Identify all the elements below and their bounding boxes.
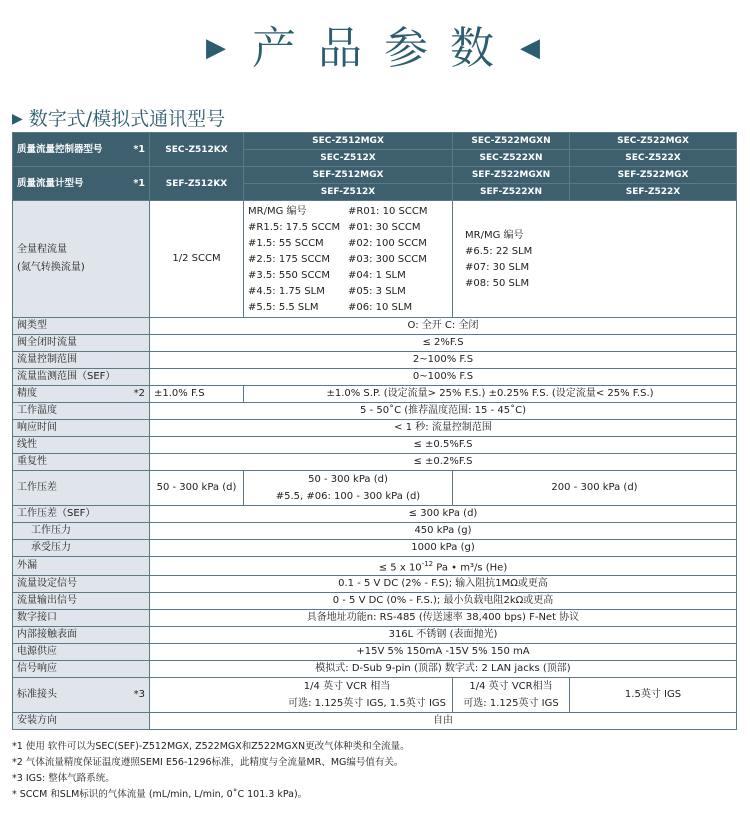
full-scale-label-1: 全量程流量 [17,244,67,255]
row-label: 承受压力 [31,542,71,553]
model-mg: SEC-Z512MGX [244,133,453,150]
row-value: < 1 秒: 流量控制范围 [150,420,737,437]
spec-row-control-range [13,352,737,369]
fitting-mg-2: 可选: 1.125英寸 IGS, 1.5英寸 IGS [288,697,446,709]
range-item: MR/MG 编号 [248,205,307,217]
footnote: * SCCM 和SLM标识的气体流量 (mL/min, L/min, 0˚C 101.3 kPa)。 [12,789,308,800]
range-item: MR/MG 编号 [465,229,524,241]
full-scale-row [13,201,737,318]
spec-row-proof-pressure [13,540,737,557]
diff-pressure-mg-2: #5.5, #06: 100 - 300 kPa (d) [275,490,421,502]
row-label-cell [13,386,150,403]
fitting-mgx: 1.5英寸 IGS [570,678,737,713]
full-scale-label-2: (氮气转换流量) [17,262,85,273]
controller-note: *1 [133,143,145,155]
controller-label: 质量流量控制器型号 [17,143,103,155]
row-label: 数字接口 [13,610,150,627]
spec-row-wetted [13,627,737,644]
row-label: 工作压差（SEF） [13,506,150,523]
range-item: #R01: 10 SCCM [348,205,428,217]
row-value: 0.1 - 5 V DC (2% - F.S); 输入阻抗1MΩ或更高 [150,576,737,593]
spec-row-leak [13,557,737,576]
fitting-mgxn-1: 1/4 英寸 VCR相当 [469,680,553,692]
row-value: 0~100% F.S [150,369,737,386]
triangle-right-icon: ▶ [206,32,231,63]
row-label: 阀类型 [13,318,150,335]
diff-pressure-z522: 200 - 300 kPa (d) [453,471,737,506]
spec-row-accuracy [13,386,737,403]
spec-row-diff-pressure [13,471,737,506]
row-label-cell [13,523,150,540]
range-item: #04: 1 SLM [348,269,406,281]
fitting-mg-1: 1/4 英寸 VCR 相当 [303,680,391,692]
meter-model-z522x: SEF-Z522X [570,184,737,201]
row-value: 450 kPa (g) [150,523,737,540]
model-z522xn: SEC-Z522XN [453,150,570,167]
triangle-left-icon: ◀ [519,32,544,63]
model-z522x: SEC-Z522X [570,150,737,167]
spec-row-valve-closed [13,335,737,352]
row-label: 电源供应 [13,644,150,661]
row-label: 流量监测范围（SEF） [13,369,150,386]
model-kx: SEC-Z512KX [150,133,244,167]
spec-row-setpoint [13,576,737,593]
section-heading [12,104,225,131]
meter-note: *1 [133,177,145,189]
row-value: 自由 [150,713,737,730]
diff-pressure-mg-1: 50 - 300 kPa (d) [308,473,388,485]
range-item: #5.5: 5.5 SLM [248,301,319,313]
row-label: 安装方向 [13,713,150,730]
fitting-mg [150,678,453,713]
controller-label-cell [13,133,150,167]
range-item: #6.5: 22 SLM [465,245,533,257]
leak-exp: -12 [421,560,434,568]
spec-row-repeatability [13,454,737,471]
row-label: 内部接触表面 [13,627,150,644]
row-value: 316L 不锈钢 (表面抛光) [150,627,737,644]
row-value: 2~100% F.S [150,352,737,369]
meter-model-mg: SEF-Z512MGX [244,167,453,184]
spec-table [12,132,737,730]
row-note: *3 [133,689,145,701]
row-label: 工作温度 [13,403,150,420]
range-item: #08: 50 SLM [465,277,530,289]
spec-row-output [13,593,737,610]
row-label: 流量设定信号 [13,576,150,593]
spec-row-linearity [13,437,737,454]
row-value: ≤ 300 kPa (d) [150,506,737,523]
footnote: *2 气体流量精度保证温度遵照SEMI E56-1296标准，此精度与全流量MR、MG编号值有关。 [12,757,404,768]
row-value: 5 - 50˚C (推荐温度范围: 15 - 45˚C) [150,403,737,420]
spec-row-digital [13,610,737,627]
leak-pre: ≤ 5 x 10 [378,562,422,574]
row-label: 流量控制范围 [13,352,150,369]
row-label: 工作压力 [31,525,71,536]
controller-model-row [13,133,737,150]
range-item: #07: 30 SLM [465,261,530,273]
meter-model-kx: SEF-Z512KX [150,167,244,201]
row-label-cell [13,678,150,713]
footnotes [12,739,410,803]
row-label: 工作压差 [13,471,150,506]
section-triangle-icon: ▶ [12,111,23,127]
model-z512x: SEC-Z512X [244,150,453,167]
row-label: 阀全闭时流量 [13,335,150,352]
model-mgx: SEC-Z522MGX [570,133,737,150]
diff-pressure-mg [244,471,453,506]
spec-row-temperature [13,403,737,420]
banner-title-bar [0,12,750,76]
spec-row-diff-pressure-sef [13,506,737,523]
full-scale-kx: 1/2 SCCM [150,201,244,318]
range-item: #3.5: 550 SCCM [248,269,331,281]
spec-row-signal-response [13,661,737,678]
row-value: ±1.0% S.P. (设定流量> 25% F.S.) ±0.25% F.S. (设定流量< 25% F.S.) [244,386,737,403]
spec-row-monitor-range [13,369,737,386]
row-value: ≤ 2%F.S [150,335,737,352]
fitting-mgxn-2: 可选: 1.125英寸 IGS [463,697,559,709]
row-value: 模拟式: D-Sub 9-pin (顶部) 数字式: 2 LAN jacks (顶部) [150,661,737,678]
full-scale-mg [244,201,453,318]
row-note: *2 [133,388,145,399]
row-label: 线性 [13,437,150,454]
full-scale-label [13,201,150,318]
range-item: #1.5: 55 SCCM [248,237,324,249]
range-item: #05: 3 SLM [348,285,406,297]
spec-row-working-pressure [13,523,737,540]
spec-row-power [13,644,737,661]
row-value: 具备地址功能n: RS-485 (传送速率 38,400 bps) F-Net 协议 [150,610,737,627]
row-label: 外漏 [13,557,150,576]
row-value: ≤ ±0.5%F.S [150,437,737,454]
row-label: 流量输出信号 [13,593,150,610]
meter-label-cell [13,167,150,201]
model-mgxn: SEC-Z522MGXN [453,133,570,150]
range-item: #4.5: 1.75 SLM [248,285,325,297]
accuracy-kx: ±1.0% F.S [150,386,244,403]
range-item: #06: 10 SLM [348,301,413,313]
row-label-cell [13,540,150,557]
meter-label: 质量流量计型号 [17,177,84,189]
range-item: #02: 100 SCCM [348,237,427,249]
meter-model-z512x: SEF-Z512X [244,184,453,201]
meter-model-row [13,167,737,184]
fitting-mgxn [453,678,570,713]
spec-row-mounting [13,713,737,730]
row-value: ≤ ±0.2%F.S [150,454,737,471]
row-value: 1000 kPa (g) [150,540,737,557]
row-value: +15V 5% 150mA -15V 5% 150 mA [150,644,737,661]
row-label: 响应时间 [13,420,150,437]
row-label: 标准接头 [17,689,57,701]
row-value: O: 全开 C: 全闭 [150,318,737,335]
banner-title: 产 品 参 数 [252,23,498,74]
row-label: 重复性 [13,454,150,471]
row-value [150,557,737,576]
range-item: #2.5: 175 SCCM [248,253,331,265]
range-item: #R1.5: 17.5 SCCM [248,221,341,233]
spec-row-valve-type [13,318,737,335]
row-label: 精度 [17,388,37,399]
spec-row-fitting [13,678,737,713]
meter-model-z522xn: SEF-Z522XN [453,184,570,201]
meter-model-mgx: SEF-Z522MGX [570,167,737,184]
section-title: 数字式/模拟式通讯型号 [28,108,226,130]
diff-pressure-kx: 50 - 300 kPa (d) [150,471,244,506]
leak-post: Pa • m³/s (He) [433,562,508,574]
meter-model-mgxn: SEF-Z522MGXN [453,167,570,184]
spec-row-response [13,420,737,437]
range-item: #03: 300 SCCM [348,253,427,265]
footnote: *1 使用 软件可以为SEC(SEF)-Z512MGX, Z522MGX和Z522MGXN更改气体种类和全流量。 [12,741,410,752]
full-scale-z522 [453,201,737,318]
row-label: 信号响应 [13,661,150,678]
row-value: 0 - 5 V DC (0% - F.S.); 最小负载电阻2kΩ或更高 [150,593,737,610]
range-item: #01: 30 SCCM [348,221,421,233]
footnote: *3 IGS: 整体气路系统。 [12,773,115,784]
